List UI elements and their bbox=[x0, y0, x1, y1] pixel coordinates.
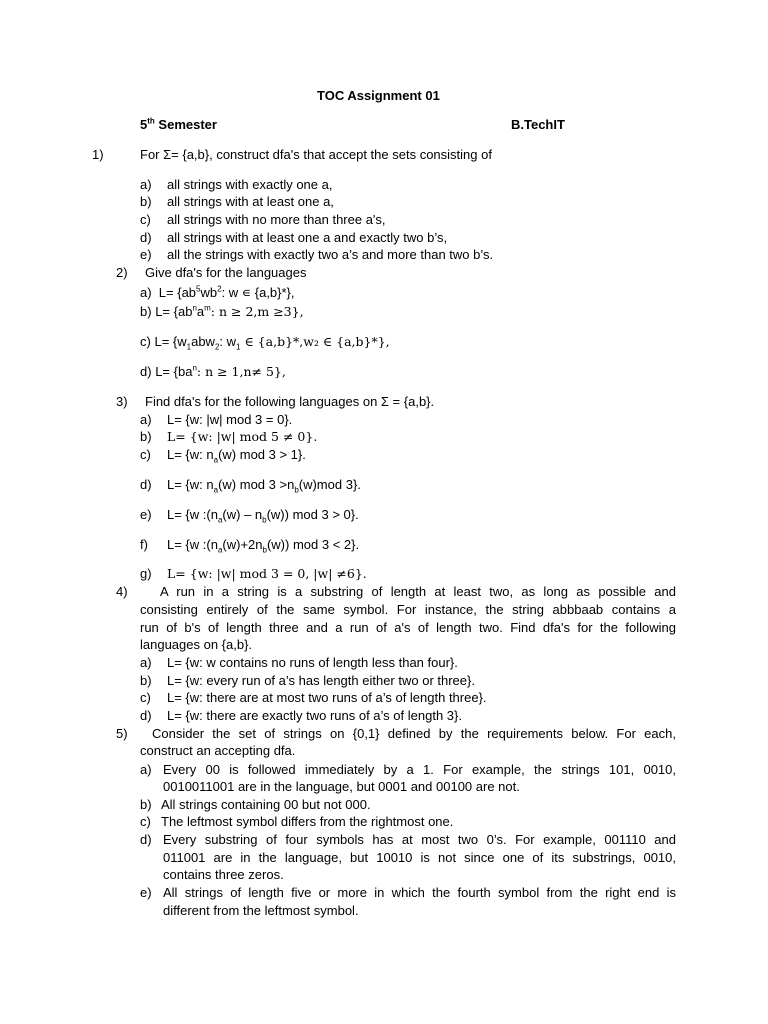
q3-item-e-part: (w)) mod 3 > 0}. bbox=[266, 507, 359, 522]
q5-item-d-line: 011001 are in the language, but 10010 is not since one of its substrings, 0010, bbox=[163, 850, 676, 865]
q3-item-c-part: (w) mod 3 > 1}. bbox=[218, 447, 306, 462]
q2-item-b-sup: m bbox=[204, 303, 211, 313]
q5-item-a-line: 0010011001 are in the language, but 0001 and 00100 are not. bbox=[163, 779, 520, 794]
q1-item-b-text: all strings with at least one a, bbox=[167, 194, 334, 209]
q2-item-b-part: : n ≥ 2,m ≥3}, bbox=[210, 304, 304, 319]
q3-item-g-label: g) bbox=[140, 566, 152, 581]
q2-item-d-sup: n bbox=[192, 363, 197, 373]
q2-item-a-part: wb bbox=[200, 285, 218, 300]
q5-item-a-line: Every 00 is followed immediately by a 1. For example, the strings 101, 0010, bbox=[163, 762, 676, 777]
q5-item-e-label: e) bbox=[140, 885, 152, 900]
q5-item-b-text: All strings containing 00 but not 000. bbox=[161, 797, 371, 812]
q3-item-d-sub: a bbox=[213, 485, 219, 495]
q1-item-a-label: a) bbox=[140, 177, 152, 192]
q1-item-c-label: c) bbox=[140, 212, 151, 227]
q2-item-d-part: : n ≥ 1,n≠ 5}, bbox=[196, 364, 286, 379]
q3-item-g-text: L= {w: |w| mod 3 = 0, |w| ≠6}. bbox=[167, 566, 367, 581]
q3-item-c-label: c) bbox=[140, 447, 151, 462]
q2-item-c-part: ∈ {a,b}*,w₂ ∈ {a,b}*}, bbox=[240, 334, 390, 349]
q5-item-e-line: All strings of length five or more in which the fourth symbol from the right end is bbox=[163, 885, 676, 900]
q2-item-c-sub: 1 bbox=[236, 342, 241, 352]
q3-item-e-text bbox=[167, 507, 359, 523]
q4-item-c-text: L= {w: there are at most two runs of a’s of length three}. bbox=[167, 690, 487, 705]
q4-item-c-label: c) bbox=[140, 690, 151, 705]
q1-text: For Σ= {a,b}, construct dfa's that accept the sets consisting of bbox=[140, 147, 492, 162]
q2-item-c-sub: 2 bbox=[214, 342, 220, 352]
q5-number: 5) bbox=[116, 726, 128, 741]
q5-item-b-label: b) bbox=[140, 797, 152, 812]
q2-item-a-sup: 5 bbox=[196, 284, 201, 294]
q4-paragraph-line: consisting entirely of the same symbol. For instance, the string abbbaab contains a bbox=[140, 602, 676, 617]
q3-item-f-label: f) bbox=[140, 537, 148, 552]
semester-word: Semester bbox=[158, 117, 217, 132]
q1-item-d-text: all strings with at least one a and exactly two b’s, bbox=[167, 230, 448, 245]
q3-item-a-label: a) bbox=[140, 412, 152, 427]
q1-item-e-label: e) bbox=[140, 247, 152, 262]
semester-number: 5 bbox=[140, 117, 148, 132]
q4-item-d-text: L= {w: there are exactly two runs of a’s of length 3}. bbox=[167, 708, 462, 723]
q5-item-d-line: contains three zeros. bbox=[163, 867, 284, 882]
q2-item-d bbox=[140, 364, 286, 380]
q4-item-d-label: d) bbox=[140, 708, 152, 723]
q2-item-c-part: : w bbox=[219, 334, 237, 349]
q2-item-c-sub: 1 bbox=[186, 342, 192, 352]
semester-label bbox=[140, 117, 217, 133]
q2-item-b-part: L= {ab bbox=[155, 304, 193, 319]
q3-item-f-sub: b bbox=[262, 545, 267, 555]
q2-item-a-sup: 2 bbox=[217, 284, 222, 294]
q1-item-b-label: b) bbox=[140, 194, 152, 209]
q3-item-d-text bbox=[167, 477, 361, 493]
q3-item-d-sub: b bbox=[294, 485, 299, 495]
q2-item-c-part: L= {w bbox=[154, 334, 187, 349]
q4-item-a-text: L= {w: w contains no runs of length less than four}. bbox=[167, 655, 458, 670]
q2-item-a-label: a) bbox=[140, 285, 152, 300]
q2-item-b-sup: n bbox=[192, 303, 197, 313]
q4-number: 4) bbox=[116, 584, 128, 599]
q3-item-f-part: (w)+2n bbox=[222, 537, 263, 552]
q3-item-b-label: b) bbox=[140, 429, 152, 444]
q5-paragraph-line: construct an accepting dfa. bbox=[140, 743, 296, 758]
q2-item-c bbox=[140, 334, 390, 350]
q1-number: 1) bbox=[92, 147, 104, 162]
q5-item-e-line: different from the leftmost symbol. bbox=[163, 903, 359, 918]
q5-item-d-label: d) bbox=[140, 832, 152, 847]
q2-item-d-label: d) bbox=[140, 364, 152, 379]
q2-item-b bbox=[140, 304, 304, 320]
q1-item-a-text: all strings with exactly one a, bbox=[167, 177, 333, 192]
q4-item-a-label: a) bbox=[140, 655, 152, 670]
q3-item-d-part: L= {w: n bbox=[167, 477, 214, 492]
q3-item-c-sub: a bbox=[213, 455, 219, 465]
q4-paragraph-line: languages on {a,b}. bbox=[140, 637, 253, 652]
q3-text: Find dfa's for the following languages on Σ = {a,b}. bbox=[145, 394, 435, 409]
q3-item-e-sub: b bbox=[262, 515, 267, 525]
q3-item-f-part: L= {w :(n bbox=[167, 537, 218, 552]
q3-item-f-sub: a bbox=[217, 545, 223, 555]
q2-item-b-part: a bbox=[196, 304, 205, 319]
q3-item-c-part: L= {w: n bbox=[167, 447, 214, 462]
q3-item-d-part: (w)mod 3}. bbox=[298, 477, 361, 492]
q2-item-a-part: : w ∊ {a,b}*}, bbox=[221, 285, 295, 300]
q2-number: 2) bbox=[116, 265, 128, 280]
q3-item-f-text bbox=[167, 537, 359, 553]
q2-item-b-label: b) bbox=[140, 304, 152, 319]
q3-item-d-part: (w) mod 3 >n bbox=[218, 477, 295, 492]
q2-item-a bbox=[140, 285, 295, 301]
q3-item-d-label: d) bbox=[140, 477, 152, 492]
q5-item-d-line: Every substring of four symbols has at most two 0’s. For example, 001110 and bbox=[163, 832, 676, 847]
q3-item-c-text bbox=[167, 447, 306, 463]
semester-superscript: th bbox=[147, 116, 155, 126]
page-title: TOC Assignment 01 bbox=[317, 88, 440, 103]
q1-item-e-text: all the strings with exactly two a’s and more than two b’s. bbox=[167, 247, 494, 262]
q2-item-c-part: abw bbox=[191, 334, 215, 349]
q3-item-a-text: L= {w: |w| mod 3 = 0}. bbox=[167, 412, 293, 427]
q5-item-c-text: The leftmost symbol differs from the rightmost one. bbox=[161, 814, 454, 829]
q2-item-c-label: c) bbox=[140, 334, 151, 349]
q1-item-c-text: all strings with no more than three a's, bbox=[167, 212, 386, 227]
q5-item-c-label: c) bbox=[140, 814, 151, 829]
q2-text: Give dfa's for the languages bbox=[145, 265, 307, 280]
q3-item-b-text: L= {w: |w| mod 5 ≠ 0}. bbox=[167, 429, 318, 444]
program-label: B.TechIT bbox=[511, 117, 565, 132]
q1-item-d-label: d) bbox=[140, 230, 152, 245]
q2-item-a-part: L= {ab bbox=[158, 285, 197, 300]
q5-item-a-label: a) bbox=[140, 762, 152, 777]
q4-item-b-text: L= {w: every run of a’s has length either two or three}. bbox=[167, 673, 475, 688]
q3-item-e-part: (w) – n bbox=[222, 507, 263, 522]
q3-item-e-label: e) bbox=[140, 507, 152, 522]
q4-paragraph-line: run of b's of length three and a run of a's of length two. Find dfa's for the following bbox=[140, 620, 676, 635]
q4-item-b-label: b) bbox=[140, 673, 152, 688]
q3-item-e-sub: a bbox=[217, 515, 223, 525]
q5-paragraph-line: Consider the set of strings on {0,1} defined by the requirements below. For each, bbox=[152, 726, 676, 741]
q4-paragraph-line: A run in a string is a substring of length at least two, as long as possible and bbox=[160, 584, 676, 599]
q2-item-d-part: L= {ba bbox=[155, 364, 193, 379]
q3-number: 3) bbox=[116, 394, 128, 409]
q3-item-e-part: L= {w :(n bbox=[167, 507, 218, 522]
q3-item-f-part: (w)) mod 3 < 2}. bbox=[266, 537, 360, 552]
